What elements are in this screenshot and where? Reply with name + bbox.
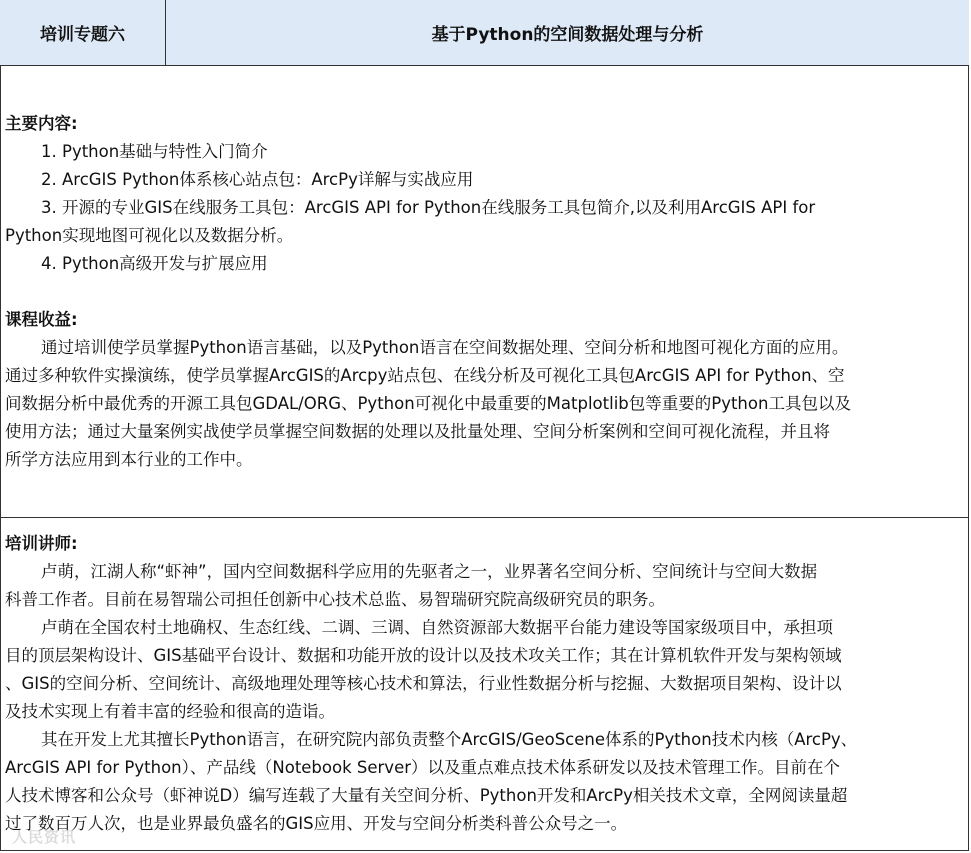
content-text-block bbox=[5, 110, 963, 474]
instructor-line-7: 其在开发上尤其擅长Python语言，在研究院内部负责整个ArcGIS/GeoScene体系的Python技术内核（ArcPy、 bbox=[41, 730, 858, 749]
benefit-line-2: 通过多种软件实操演练，使学员掌握ArcGIS的Arcpy站点包、在线分析及可视化工具包ArcGIS API for Python、空 bbox=[5, 366, 845, 385]
course-number-cell: 培训专题六 bbox=[0, 0, 166, 65]
benefit-line-4: 使用方法；通过大量案例实战使学员掌握空间数据的处理以及批量处理、空间分析案例和空间可视化流程，并且将 bbox=[5, 422, 830, 441]
course-title-cell: 基于Python的空间数据处理与分析 bbox=[431, 25, 704, 45]
instructor-line-5: 、GIS的空间分析、空间统计、高级地理处理等核心技术和算法，行业性数据分析与挖掘、大数据项目架构、设计以 bbox=[5, 674, 842, 693]
instructor-section bbox=[0, 518, 969, 851]
instructor-line-8: ArcGIS API for Python）、产品线（Notebook Server）以及重点难点技术体系研发以及技术管理工作。目前在个 bbox=[5, 758, 841, 777]
content-item-1: 1. Python基础与特性入门简介 bbox=[41, 142, 268, 161]
benefit-line-5: 所学方法应用到本行业的工作中。 bbox=[5, 450, 253, 469]
instructor-line-3: 卢萌在全国农村土地确权、生态红线、二调、三调、自然资源部大数据平台能力建设等国家级项目中，承担项 bbox=[41, 618, 833, 637]
instructor-line-10: 过了数百万人次，也是业界最负盛名的GIS应用、开发与空间分析类科普公众号之一。 bbox=[5, 814, 628, 833]
instructor-line-1: 卢萌，江湖人称“虾神”，国内空间数据科学应用的先驱者之一，业界著名空间分析、空间统计与空间大数据 bbox=[41, 562, 818, 581]
content-section bbox=[0, 66, 969, 518]
main-content-heading: 主要内容: bbox=[5, 114, 78, 133]
table-header-row bbox=[0, 0, 969, 66]
content-item-4: 4. Python高级开发与扩展应用 bbox=[41, 254, 268, 273]
instructor-line-4: 目的顶层架构设计、GIS基础平台设计、数据和功能开放的设计以及技术攻关工作；其在计算机软件开发与架构领域 bbox=[5, 646, 842, 665]
instructor-line-9: 人技术博客和公众号（虾神说D）编写连载了大量有关空间分析、Python开发和ArcPy相关技术文章，全网阅读量超 bbox=[5, 786, 848, 805]
instructor-line-6: 及技术实现上有着丰富的经验和很高的造诣。 bbox=[5, 702, 335, 721]
content-item-2: 2. ArcGIS Python体系核心站点包：ArcPy详解与实战应用 bbox=[41, 170, 474, 189]
benefit-heading: 课程收益: bbox=[5, 310, 78, 329]
instructor-text-block bbox=[5, 530, 963, 838]
instructor-line-2: 科普工作者。目前在易智瑞公司担任创新中心技术总监、易智瑞研究院高级研究员的职务。 bbox=[5, 590, 665, 609]
content-item-3: 3. 开源的专业GIS在线服务工具包：ArcGIS API for Python在线服务工具包简介,以及利用ArcGIS API for bbox=[41, 198, 816, 217]
instructor-heading: 培训讲师: bbox=[5, 534, 78, 553]
content-item-3-continued: Python实现地图可视化以及数据分析。 bbox=[5, 226, 294, 245]
spacer bbox=[5, 278, 963, 306]
benefit-line-3: 间数据分析中最优秀的开源工具包GDAL/ORG、Python可视化中最重要的Matplotlib包等重要的Python工具包以及 bbox=[5, 394, 851, 413]
benefit-line-1: 通过培训使学员掌握Python语言基础，以及Python语言在空间数据处理、空间分析和地图可视化方面的应用。 bbox=[41, 338, 849, 357]
watermark: 人民资讯 bbox=[12, 828, 77, 846]
